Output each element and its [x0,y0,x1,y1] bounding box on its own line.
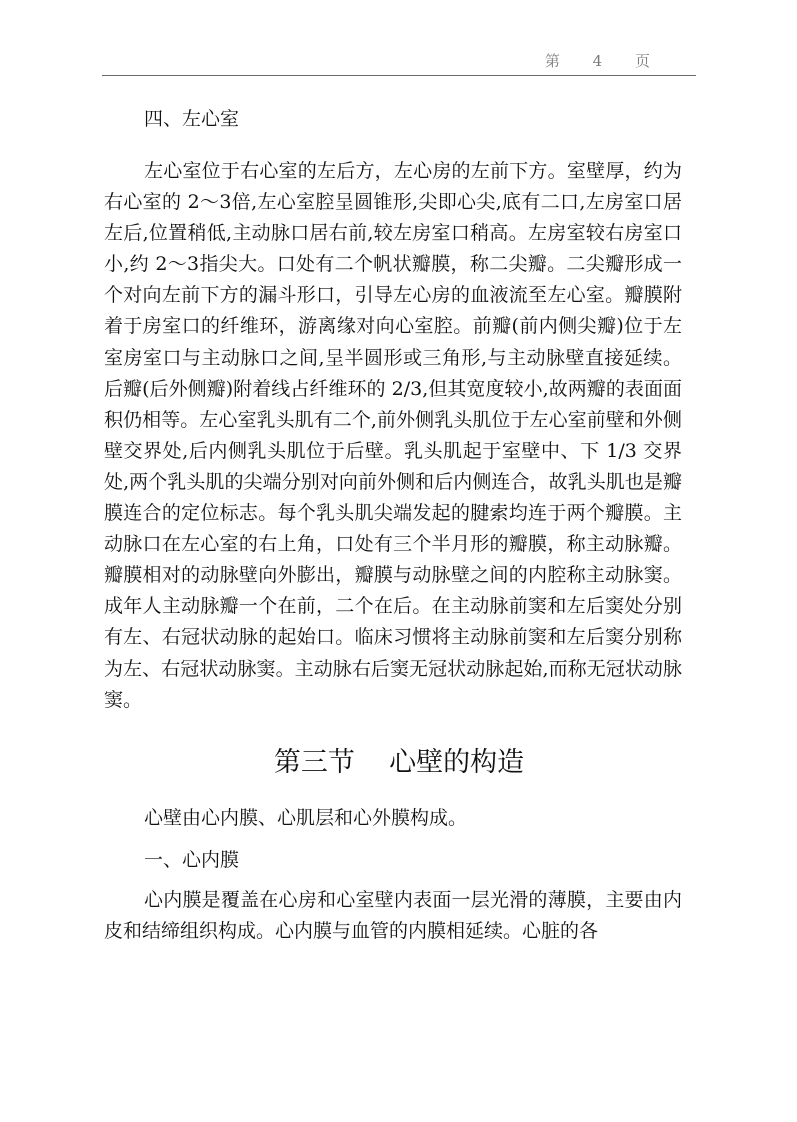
page-number: 第 4 页 [544,52,664,70]
paragraph-left-ventricle: 左心室位于右心室的左后方，左心房的左前下方。室壁厚，约为右心室的 2～3倍,左心室腔呈圆锥形,尖即心尖,底有二口,左房室口居左后,位置稍低,主动脉口居右前,较左房室口稍高。左房室较右房室口小,约 2～3指尖大。口处有二个帆状瓣膜，称二尖瓣。二尖瓣形成一个对向左前下方的漏斗形口，引导左心房的血液流至左心室。瓣膜附着于房室口的纤维环，游离缘对向心室腔。前瓣(前内侧尖瓣)位于左室房室口与主动脉口之间,呈半圆形或三角形,与主动脉壁直接延续。后瓣(后外侧瓣)附着线占纤维环的 2/3,但其宽度较小,故两瓣的表面面积仍相等。左心室乳头肌有二个,前外侧乳头肌位于左心室前壁和外侧壁交界处,后内侧乳头肌位于后壁。乳头肌起于室壁中、下 1/3 交界处,两个乳头肌的尖端分别对向前外侧和后内侧连合，故乳头肌也是瓣膜连合的定位标志。每个乳头肌尖端发起的腱索均连于两个瓣膜。主动脉口在左心室的右上角，口处有三个半月形的瓣膜，称主动脉瓣。瓣膜相对的动脉壁向外膨出，瓣膜与动脉壁之间的内腔称主动脉窦。成年人主动脉瓣一个在前，二个在后。在主动脉前窦和左后窦处分别有左、右冠状动脉的起始口。临床习惯将主动脉前窦和左后窦分别称为左、右冠状动脉窦。主动脉右后窦无冠状动脉起始,而称无冠状动脉窦。 [104,160,682,711]
page-header [102,50,696,76]
paragraph-heart-wall-intro: 心壁由心内膜、心肌层和心外膜构成。 [144,806,468,829]
subsection-heading-left-ventricle: 四、左心室 [144,108,240,130]
paragraph-endocardium: 心内膜是覆盖在心房和心室壁内表面一层光滑的薄膜，主要由内皮和结缔组织构成。心内膜与血管的内膜相延续。心脏的各 [104,888,682,942]
page-content [104,106,682,947]
subsection-heading-endocardium: 一、心内膜 [144,848,240,871]
section-title-heart-wall: 第三节 心壁的构造 [273,746,525,778]
